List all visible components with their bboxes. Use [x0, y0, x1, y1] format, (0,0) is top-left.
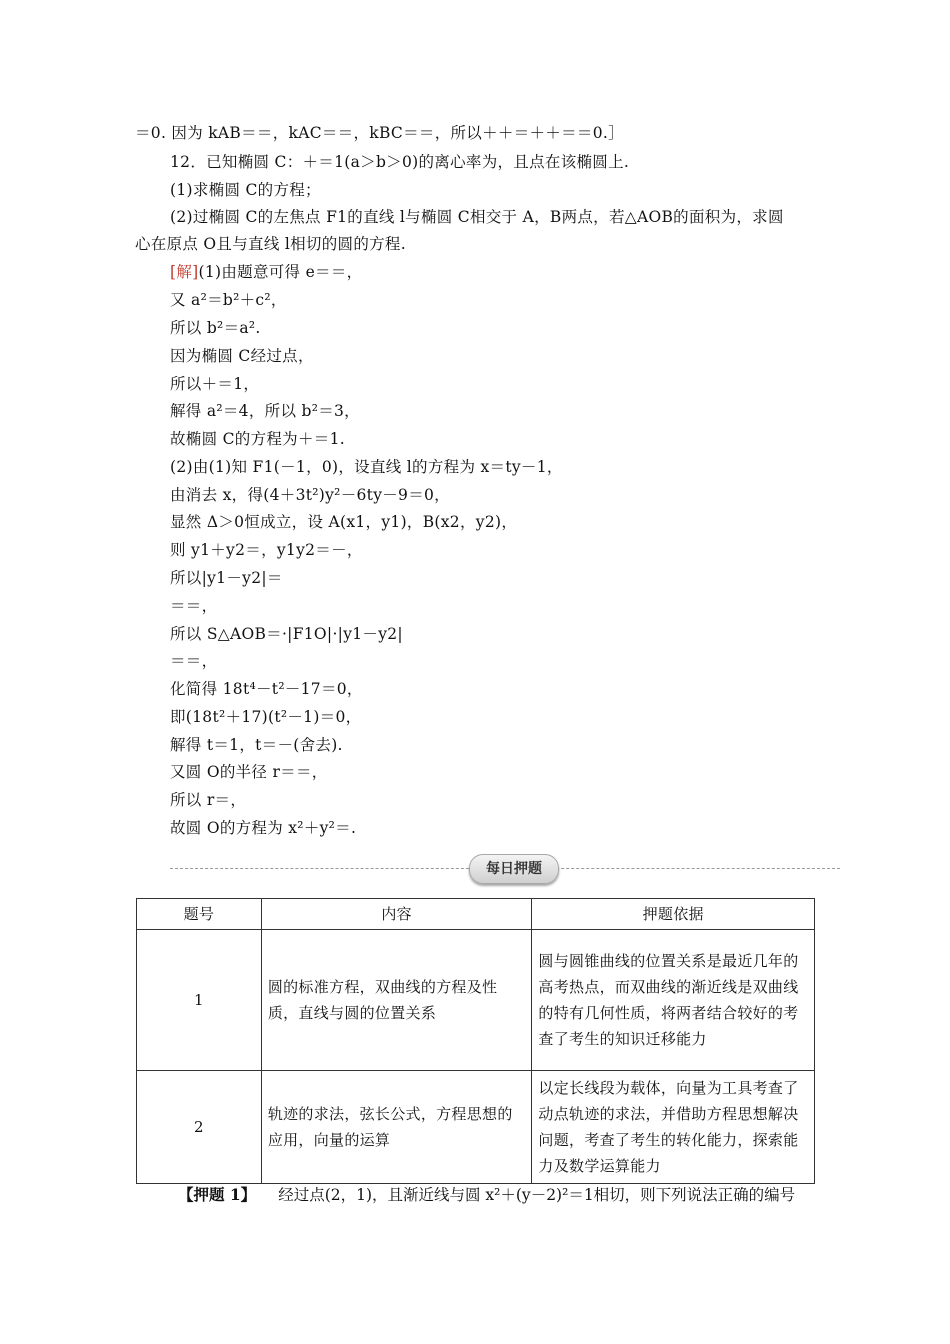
- solution-line: ＝＝，: [170, 652, 218, 670]
- solution-line: 即(18t²＋17)(t²－1)＝0，: [170, 708, 362, 726]
- solution-line: 由消去 x，得(4＋3t²)y²－6ty－9＝0，: [170, 486, 450, 504]
- solution-line: (1)由题意可得 e＝＝，: [198, 263, 363, 281]
- solution-line: 化简得 18t⁴－t²－17＝0，: [170, 680, 363, 698]
- solution-line: 故圆 O的方程为 x²＋y²＝.: [170, 819, 357, 837]
- solution-line: 又圆 O的半径 r＝＝，: [170, 763, 328, 781]
- table-row: [137, 930, 815, 1071]
- solution-line: 所以 b²＝a².: [170, 319, 261, 337]
- cell-number: 2: [137, 1071, 262, 1184]
- problem-12-part-1: (1)求椭圆 C的方程；: [170, 181, 321, 199]
- solution-line: (2)由(1)知 F1(－1，0)，设直线 l的方程为 x＝ty－1，: [170, 458, 563, 476]
- solution-line: 显然 Δ＞0恒成立，设 A(x1，y1)，B(x2，y2)，: [170, 513, 518, 531]
- solution-line: 故椭圆 C的方程为＋＝1.: [170, 430, 345, 448]
- problem-12-statement: 12．已知椭圆 C：＋＝1(a＞b＞0)的离心率为，且点在该椭圆上.: [170, 153, 630, 171]
- prediction-question-1: [178, 1183, 795, 1205]
- question-label: 【押题 1】: [178, 1185, 257, 1204]
- solution-line: 则 y1＋y2＝，y1y2＝－，: [170, 541, 363, 559]
- problem-12-part-2: (2)过椭圆 C的左焦点 F1的直线 l与椭圆 C相交于 A，B两点，若△AOB的面积为，求圆: [170, 208, 784, 226]
- table-row: [137, 1071, 815, 1184]
- solution-tag: [解]: [170, 263, 199, 281]
- solution-start: [170, 262, 362, 282]
- solution-line: ＝＝，: [170, 597, 218, 615]
- cell-number: 1: [137, 930, 262, 1071]
- solution-line: 解得 t＝1，t＝－(舍去).: [170, 736, 343, 754]
- cell-content: 圆的标准方程，双曲线的方程及性质，直线与圆的位置关系: [261, 930, 532, 1071]
- problem-12-part-2-cont: 心在原点 O且与直线 l相切的圆的方程.: [135, 235, 406, 253]
- header-content: 内容: [261, 899, 532, 930]
- table-header-row: [137, 899, 815, 930]
- text-line: ＝0. 因为 kAB＝＝，kAC＝＝，kBC＝＝，所以＋＋＝＋＋＝＝0.］: [135, 124, 624, 142]
- solution-line: 因为椭圆 C经过点，: [170, 347, 314, 365]
- solution-line: 所以 r＝，: [170, 791, 247, 809]
- cell-content: 轨迹的求法，弦长公式，方程思想的应用，向量的运算: [261, 1071, 532, 1184]
- solution-line: 又 a²＝b²＋c²，: [170, 291, 287, 309]
- solution-line: 所以 S△AOB＝·|F1O|·|y1－y2|: [170, 625, 403, 643]
- solution-line: 所以|y1－y2|＝: [170, 569, 283, 587]
- question-text: 经过点(2，1)，且渐近线与圆 x²＋(y－2)²＝1相切，则下列说法正确的编号: [278, 1186, 796, 1204]
- cell-basis: 圆与圆锥曲线的位置关系是最近几年的高考热点，而双曲线的渐近线是双曲线的特有几何性质，将两者结合较好的考查了考生的知识迁移能力: [532, 930, 815, 1071]
- prediction-table: [136, 898, 815, 1184]
- header-basis: 押题依据: [532, 899, 815, 930]
- solution-line: 解得 a²＝4，所以 b²＝3，: [170, 402, 360, 420]
- header-number: 题号: [137, 899, 262, 930]
- solution-line: 所以＋＝1，: [170, 375, 260, 393]
- daily-prediction-badge: 每日押题: [469, 854, 559, 884]
- cell-basis: 以定长线段为载体，向量为工具考查了动点轨迹的求法，并借助方程思想解决问题，考查了考生的转化能力，探索能力及数学运算能力: [532, 1071, 815, 1184]
